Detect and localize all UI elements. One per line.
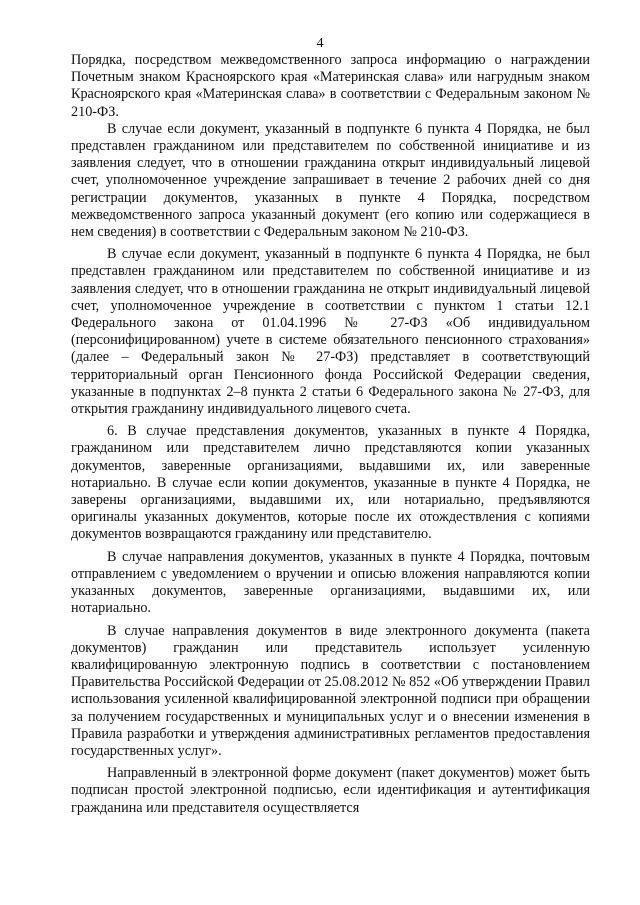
paragraph-intro-continuation: Порядка, посредством межведомственного запроса информацию о награждении Почетным знаком Красноярского края «Материнская слава» или нагрудным знаком Красноярского края «Материнская слава» в соответствии с Федеральным законом № 210-ФЗ. xyxy=(71,52,590,120)
document-body xyxy=(71,52,590,817)
paragraph-personal-account-not-opened: В случае если документ, указанный в подпункте 6 пункта 4 Порядка, не был представлен гражданином или представителем по собственной инициативе и из заявления следует, что в отношении гражданина не открыт индивидуальный лицевой счет, уполномоченное учреждение в соответствии с пунктом 1 статьи 12.1 Федерального закона от 01.04.1996 № 27-ФЗ «Об индивидуальном (персонифицированном) учете в системе обязательного пенсионного страхования» (далее – Федеральный закон № 27-ФЗ) представляет в соответствующий территориальный орган Пенсионного фонда Российской Федерации сведения, указанные в подпунктах 2–8 пункта 2 статьи 6 Федерального закона № 27-ФЗ, для открытия гражданину индивидуального лицевого счета. xyxy=(71,246,590,418)
paragraph-postal-delivery: В случае направления документов, указанных в пункте 4 Порядка, почтовым отправлением с уведомлением о вручении и описью вложения направляются копии указанных документов, заверенные организациями, выдавшими их, или нотариально. xyxy=(71,548,590,617)
paragraph-6-document-copies: 6. В случае представления документов, указанных в пункте 4 Порядка, гражданином или представителем лично представляются копии указанных документов, заверенные организациями, выдавшими их, или заверенные нотариально. В случае если копии документов, указанные в пункте 4 Порядка, не заверены организациями, выдавшими их, или нотариально, предъявляются оригиналы указанных документов, которые после их отождествления с копиями документов возвращаются гражданину или представителю. xyxy=(71,423,590,543)
paragraph-electronic-signature: В случае направления документов в виде электронного документа (пакета документов) гражданин или представитель использует усиленную квалифицированную электронную подпись в соответствии с постановлением Правительства Российской Федерации от 25.08.2012 № 852 «Об утверждении Правил использования усиленной квалифицированной электронной подписи при обращении за получением государственных и муниципальных услуг и о внесении изменения в Правила разработки и утверждения административных регламентов предоставления государственных услуг». xyxy=(71,622,590,759)
page-number: 4 xyxy=(316,36,324,51)
paragraph-simple-signature: Направленный в электронной форме документ (пакет документов) может быть подписан простой электронной подписью, если идентификация и аутентификация гражданина или представителя осуществляется xyxy=(71,765,590,816)
paragraph-personal-account-opened: В случае если документ, указанный в подпункте 6 пункта 4 Порядка, не был представлен гражданином или представителем по собственной инициативе и из заявления следует, что в отношении гражданина открыт индивидуальный лицевой счет, уполномоченное учреждение запрашивает в течение 2 рабочих дней со дня регистрации документов, указанных в пункте 4 Порядка, посредством межведомственного запроса указанный документ (его копию или содержащиеся в нем сведения) в соответствии с Федеральным законом № 210-ФЗ. xyxy=(71,120,590,241)
